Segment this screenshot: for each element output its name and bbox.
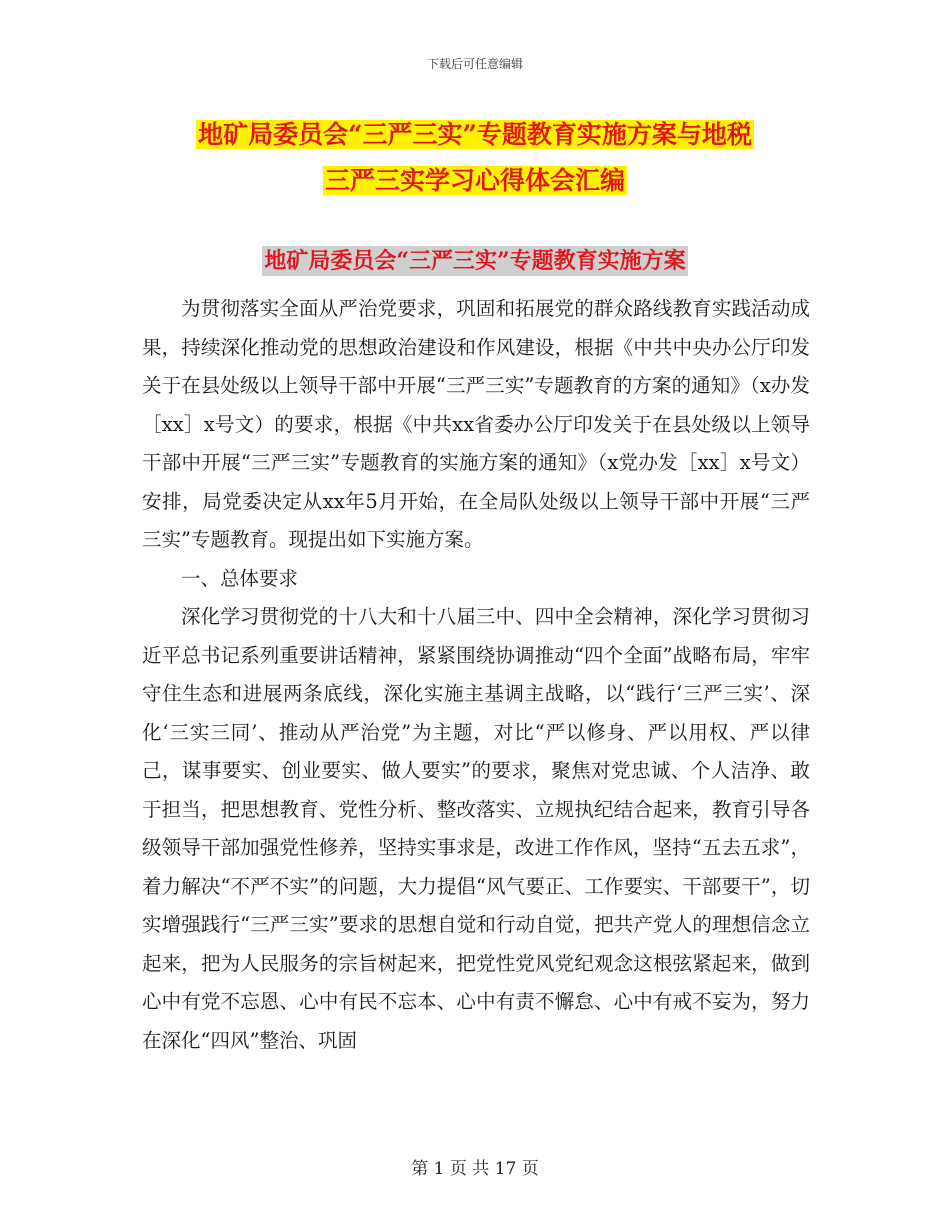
document-title-line-2: 三严三实学习心得体会汇编 — [324, 166, 625, 195]
section-title-text: 地矿局委员会“三严三实”专题教育实施方案 — [264, 248, 686, 274]
document-title-line-1: 地矿局委员会“三严三实”专题教育实施方案与地税 — [198, 120, 752, 149]
paragraph-intro: 为贯彻落实全面从严治党要求，巩固和拓展党的群众路线教育实践活动成果，持续深化推动党的思想政治建设和作风建设，根据《中共中央办公厅印发关于在县处级以上领导干部中开展“三严三实”专题教育的方案的通知》（x办发［xx］x号文）的要求，根据《中共xx省委办公厅印发关于在县处级以上领导干部中开展“三严三实”专题教育的实施方案的通知》（x党办发［xx］x号文）安排，局党委决定从xx年5月开始，在全局队处级以上领导干部中开展“三严三实”专题教育。现提出如下实施方案。 — [142, 297, 810, 551]
heading-general-requirements: 一、总体要求 — [181, 566, 299, 590]
document-body — [142, 290, 810, 1060]
document-title — [0, 112, 950, 204]
header-note: 下载后可任意编辑 — [426, 57, 523, 71]
section-title — [0, 244, 950, 275]
page-footer: 第 1 页 共 17 页 — [411, 1159, 539, 1179]
paragraph-general-requirements: 深化学习贯彻党的十八大和十八届三中、四中全会精神，深化学习贯彻习近平总书记系列重要讲话精神，紧紧围绕协调推动“四个全面”战略布局，牢牢守住生态和进展两条底线，深化实施主基调主战略，以“践行‘三严三实’、深化‘三实三同’、推动从严治党”为主题，对比“严以修身、严以用权、严以律己，谋事要实、创业要实、做人要实”的要求，聚焦对党忠诚、个人洁净、敢于担当，把思想教育、党性分析、整改落实、立规执纪结合起来，教育引导各级领导干部加强党性修养，坚持实事求是，改进工作作风，坚持“五去五求”，着力解决“不严不实”的问题，大力提倡“风气要正、工作要实、干部要干”，切实增强践行“三严三实”要求的思想自觉和行动自觉，把共产党人的理想信念立起来，把为人民服务的宗旨树起来，把党性党风党纪观念这根弦紧起来，做到心中有党不忘恩、心中有民不忘本、心中有责不懈怠、心中有戒不妄为，努力在深化“四风”整治、巩固 — [142, 605, 810, 1052]
